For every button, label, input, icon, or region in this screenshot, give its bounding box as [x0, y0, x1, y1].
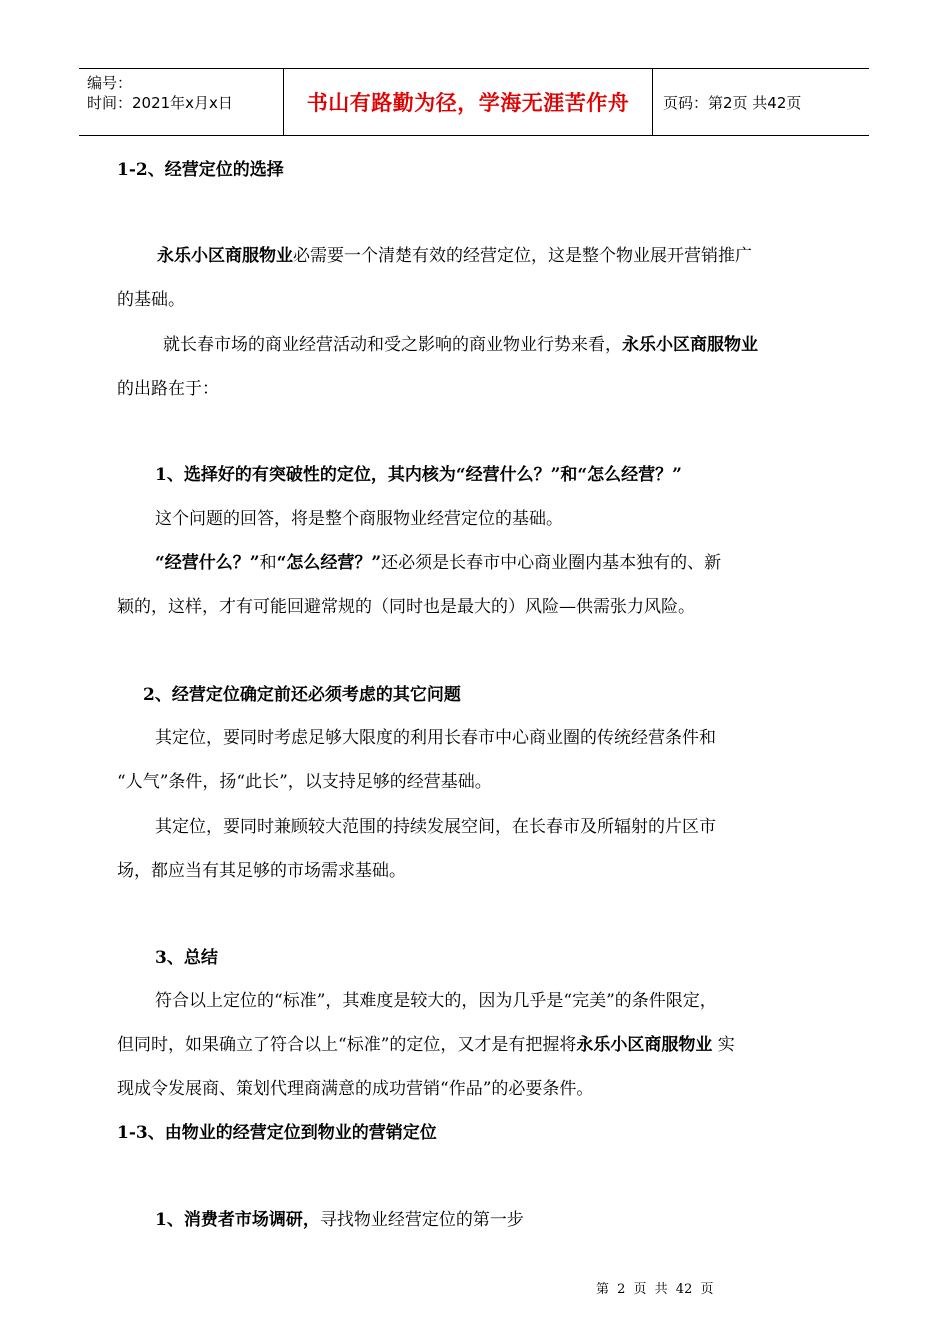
paragraph-6-line-2: 场，都应当有其足够的市场需求基础。 [117, 861, 406, 881]
paragraph-5-line-2: “人气”条件，扬“此长”，以支持足够的经营基础。 [117, 772, 492, 792]
paragraph-2-line-1 [0, 333, 950, 357]
section-heading-1-2: 1-2、经营定位的选择 [117, 160, 284, 180]
paragraph-7-text: 但同时，如果确立了符合以上“标准”的定位，又才是有把握将 [117, 1035, 577, 1055]
paragraph-1-line-2: 的基础。 [117, 290, 185, 310]
subheading-2: 2、经营定位确定前还必须考虑的其它问题 [143, 685, 461, 705]
paragraph-6-line-1: 其定位，要同时兼顾较大范围的持续发展空间，在长春市及所辐射的片区市 [155, 817, 716, 837]
paragraph-1-line-1 [0, 244, 950, 268]
paragraph-2-text: 就长春市场的商业经营活动和受之影响的商业物业行势来看， [163, 335, 622, 355]
subheading-3: 3、总结 [155, 948, 218, 968]
question-what: “经营什么？” [155, 553, 260, 573]
page-label: 页码：第2页 共42页 [663, 93, 802, 112]
subheading-4 [0, 1208, 950, 1232]
question-how: “怎么经营？” [276, 553, 382, 573]
subheading-4-bold: 1、消费者市场调研， [155, 1210, 320, 1230]
paragraph-4-line-1 [0, 551, 950, 575]
property-name: 永乐小区商服物业 [157, 246, 293, 266]
header-right-cell [653, 69, 869, 135]
header-middle-cell [283, 69, 653, 135]
time-label: 时间：2021年x月x日 [87, 94, 233, 112]
paragraph-4-line-2: 颖的，这样，才有可能回避常规的（同时也是最大的）风险—供需张力风险。 [117, 597, 695, 617]
paragraph-3: 这个问题的回答，将是整个商服物业经营定位的基础。 [155, 509, 563, 529]
property-name: 永乐小区商服物业 [622, 335, 758, 355]
paragraph-7-text-end: 实 [712, 1035, 735, 1055]
paragraph-7-line-3: 现成令发展商、策划代理商满意的成功营销“作品”的必要条件。 [117, 1079, 594, 1099]
paragraph-5-line-1: 其定位，要同时考虑足够大限度的利用长春市中心商业圈的传统经营条件和 [155, 728, 716, 748]
header-left-cell [79, 69, 283, 135]
paragraph-2-line-2: 的出路在于： [117, 379, 219, 399]
paragraph-4-and: 和 [259, 553, 277, 573]
paragraph-4-text: 还必须是长春市中心商业圈内基本独有的、新 [381, 553, 722, 573]
subheading-1: 1、选择好的有突破性的定位，其内核为“经营什么？”和“怎么经营？” [155, 465, 682, 485]
header-table [79, 68, 869, 136]
section-heading-1-3: 1-3、由物业的经营定位到物业的营销定位 [117, 1123, 437, 1143]
number-label: 编号： [87, 74, 133, 92]
property-name: 永乐小区商服物业 [576, 1035, 713, 1055]
header-motto: 书山有路勤为径，学海无涯苦作舟 [306, 91, 630, 115]
subheading-4-text: 寻找物业经营定位的第一步 [319, 1210, 524, 1230]
paragraph-1-text: 必需要一个清楚有效的经营定位，这是整个物业展开营销推广 [293, 246, 752, 266]
paragraph-7-line-1: 符合以上定位的“标准”，其难度是较大的，因为几乎是“完美”的条件限定， [155, 991, 717, 1011]
paragraph-7-line-2 [0, 1033, 950, 1057]
footer-page-number: 第 2 页 共 42 页 [596, 1282, 714, 1297]
